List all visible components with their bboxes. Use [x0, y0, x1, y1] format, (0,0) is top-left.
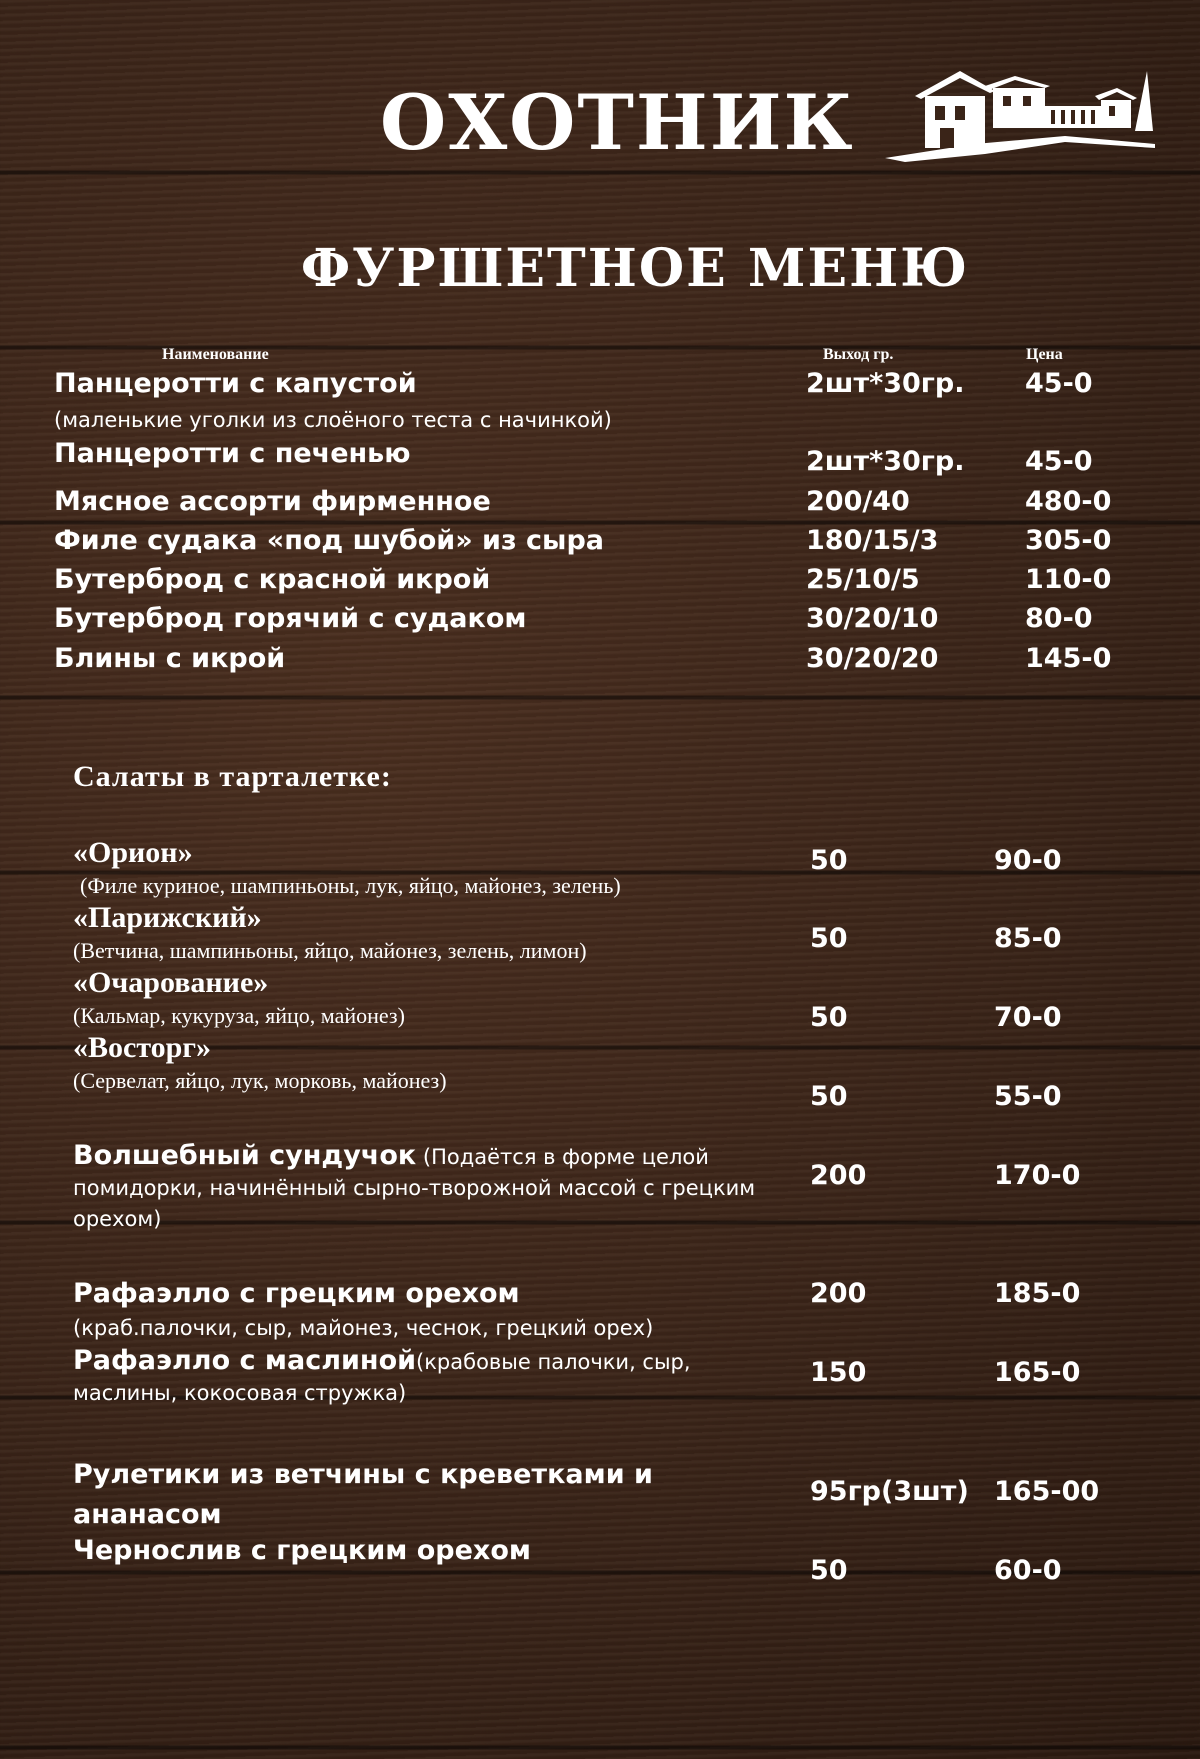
- menu-item-yield: 2шт*30гр.: [806, 446, 965, 477]
- menu-item-yield: 25/10/5: [806, 564, 920, 595]
- salad-yield: 50: [810, 1002, 848, 1033]
- menu-item-name: Панцеротти с капустой: [54, 368, 417, 399]
- column-yield-header: Выход гр.: [823, 346, 894, 363]
- menu-item-price: 45-0: [1025, 368, 1093, 399]
- salad-desc: (Сервелат, яйцо, лук, морковь, майонез): [73, 1068, 447, 1093]
- special-price: 185-0: [994, 1278, 1081, 1309]
- menu-item-yield: 30/20/20: [806, 643, 939, 674]
- special-item: [73, 1345, 773, 1409]
- special-name: Рулетики из ветчины с креветками и ананасом: [73, 1459, 653, 1530]
- special-yield: 50: [810, 1555, 848, 1586]
- column-name-header: Наименование: [162, 346, 269, 363]
- menu-item-price: 80-0: [1025, 603, 1093, 634]
- salad-price: 55-0: [994, 1081, 1062, 1112]
- menu-item-name: Бутерброд с красной икрой: [54, 564, 491, 595]
- menu-item-name: Филе судака «под шубой» из сыра: [54, 525, 605, 556]
- menu-item-yield: 180/15/3: [806, 525, 939, 556]
- special-name: Волшебный сундучок: [73, 1140, 417, 1171]
- menu-item-yield: 2шт*30гр.: [806, 368, 965, 399]
- salad-name: «Восторг»: [73, 1031, 211, 1064]
- salad-name: «Очарование»: [73, 966, 269, 999]
- special-price: 165-00: [994, 1476, 1100, 1507]
- special-name: Рафаэлло с грецким орехом: [73, 1278, 520, 1309]
- salad-desc: (Ветчина, шампиньоны, яйцо, майонез, зелень, лимон): [73, 938, 587, 963]
- salad-name: «Орион»: [73, 836, 193, 869]
- salad-yield: 50: [810, 923, 848, 954]
- special-yield: 95гр(3шт): [810, 1476, 969, 1507]
- menu-item-name: Мясное ассорти фирменное: [54, 486, 491, 517]
- salad-price: 70-0: [994, 1002, 1062, 1033]
- menu-item-price: 480-0: [1025, 486, 1112, 517]
- menu-item-price: 45-0: [1025, 446, 1093, 477]
- menu-item-yield: 30/20/10: [806, 603, 939, 634]
- special-price: 165-0: [994, 1357, 1081, 1388]
- menu-item-price: 145-0: [1025, 643, 1112, 674]
- special-name: Чернослив с грецким орехом: [73, 1535, 531, 1566]
- menu-item-name: Бутерброд горячий с судаком: [54, 603, 527, 634]
- salad-price: 85-0: [994, 923, 1062, 954]
- special-price: 170-0: [994, 1160, 1081, 1191]
- menu-item-desc: (маленькие уголки из слоёного теста с начинкой): [54, 408, 612, 432]
- special-name: Рафаэлло с маслиной: [73, 1345, 417, 1376]
- salad-name: «Парижский»: [73, 901, 262, 934]
- salad-desc: (Кальмар, кукуруза, яйцо, майонез): [73, 1003, 405, 1028]
- lodge-house-icon: [885, 66, 1155, 166]
- menu-item-price: 110-0: [1025, 564, 1112, 595]
- special-desc: (краб.палочки, сыр, майонез, чеснок, грецкий орех): [73, 1316, 654, 1340]
- salad-yield: 50: [810, 845, 848, 876]
- salad-price: 90-0: [994, 845, 1062, 876]
- section-title: Салаты в тарталетке:: [73, 760, 392, 793]
- special-desc: (Подаётся в форме целой помидорки, начинённый сырно-творожной массой с грецким орехом): [73, 1145, 756, 1231]
- special-yield: 200: [810, 1278, 867, 1309]
- menu-item-yield: 200/40: [806, 486, 910, 517]
- salad-yield: 50: [810, 1081, 848, 1112]
- menu-item-name: Блины с икрой: [54, 643, 286, 674]
- menu-item-price: 305-0: [1025, 525, 1112, 556]
- brand-name: ОХОТНИК: [380, 78, 855, 167]
- column-price-header: Цена: [1026, 346, 1063, 363]
- salad-desc: (Филе куриное, шампиньоны, лук, яйцо, майонез, зелень): [80, 873, 621, 898]
- special-yield: 150: [810, 1357, 867, 1388]
- menu-title: ФУРШЕТНОЕ МЕНЮ: [300, 238, 970, 299]
- special-yield: 200: [810, 1160, 867, 1191]
- special-desc: (крабовые палочки, сыр, маслины, кокосовая стружка): [73, 1350, 691, 1405]
- special-item: [73, 1140, 803, 1235]
- menu-item-name: Панцеротти с печенью: [54, 438, 411, 469]
- special-price: 60-0: [994, 1555, 1062, 1586]
